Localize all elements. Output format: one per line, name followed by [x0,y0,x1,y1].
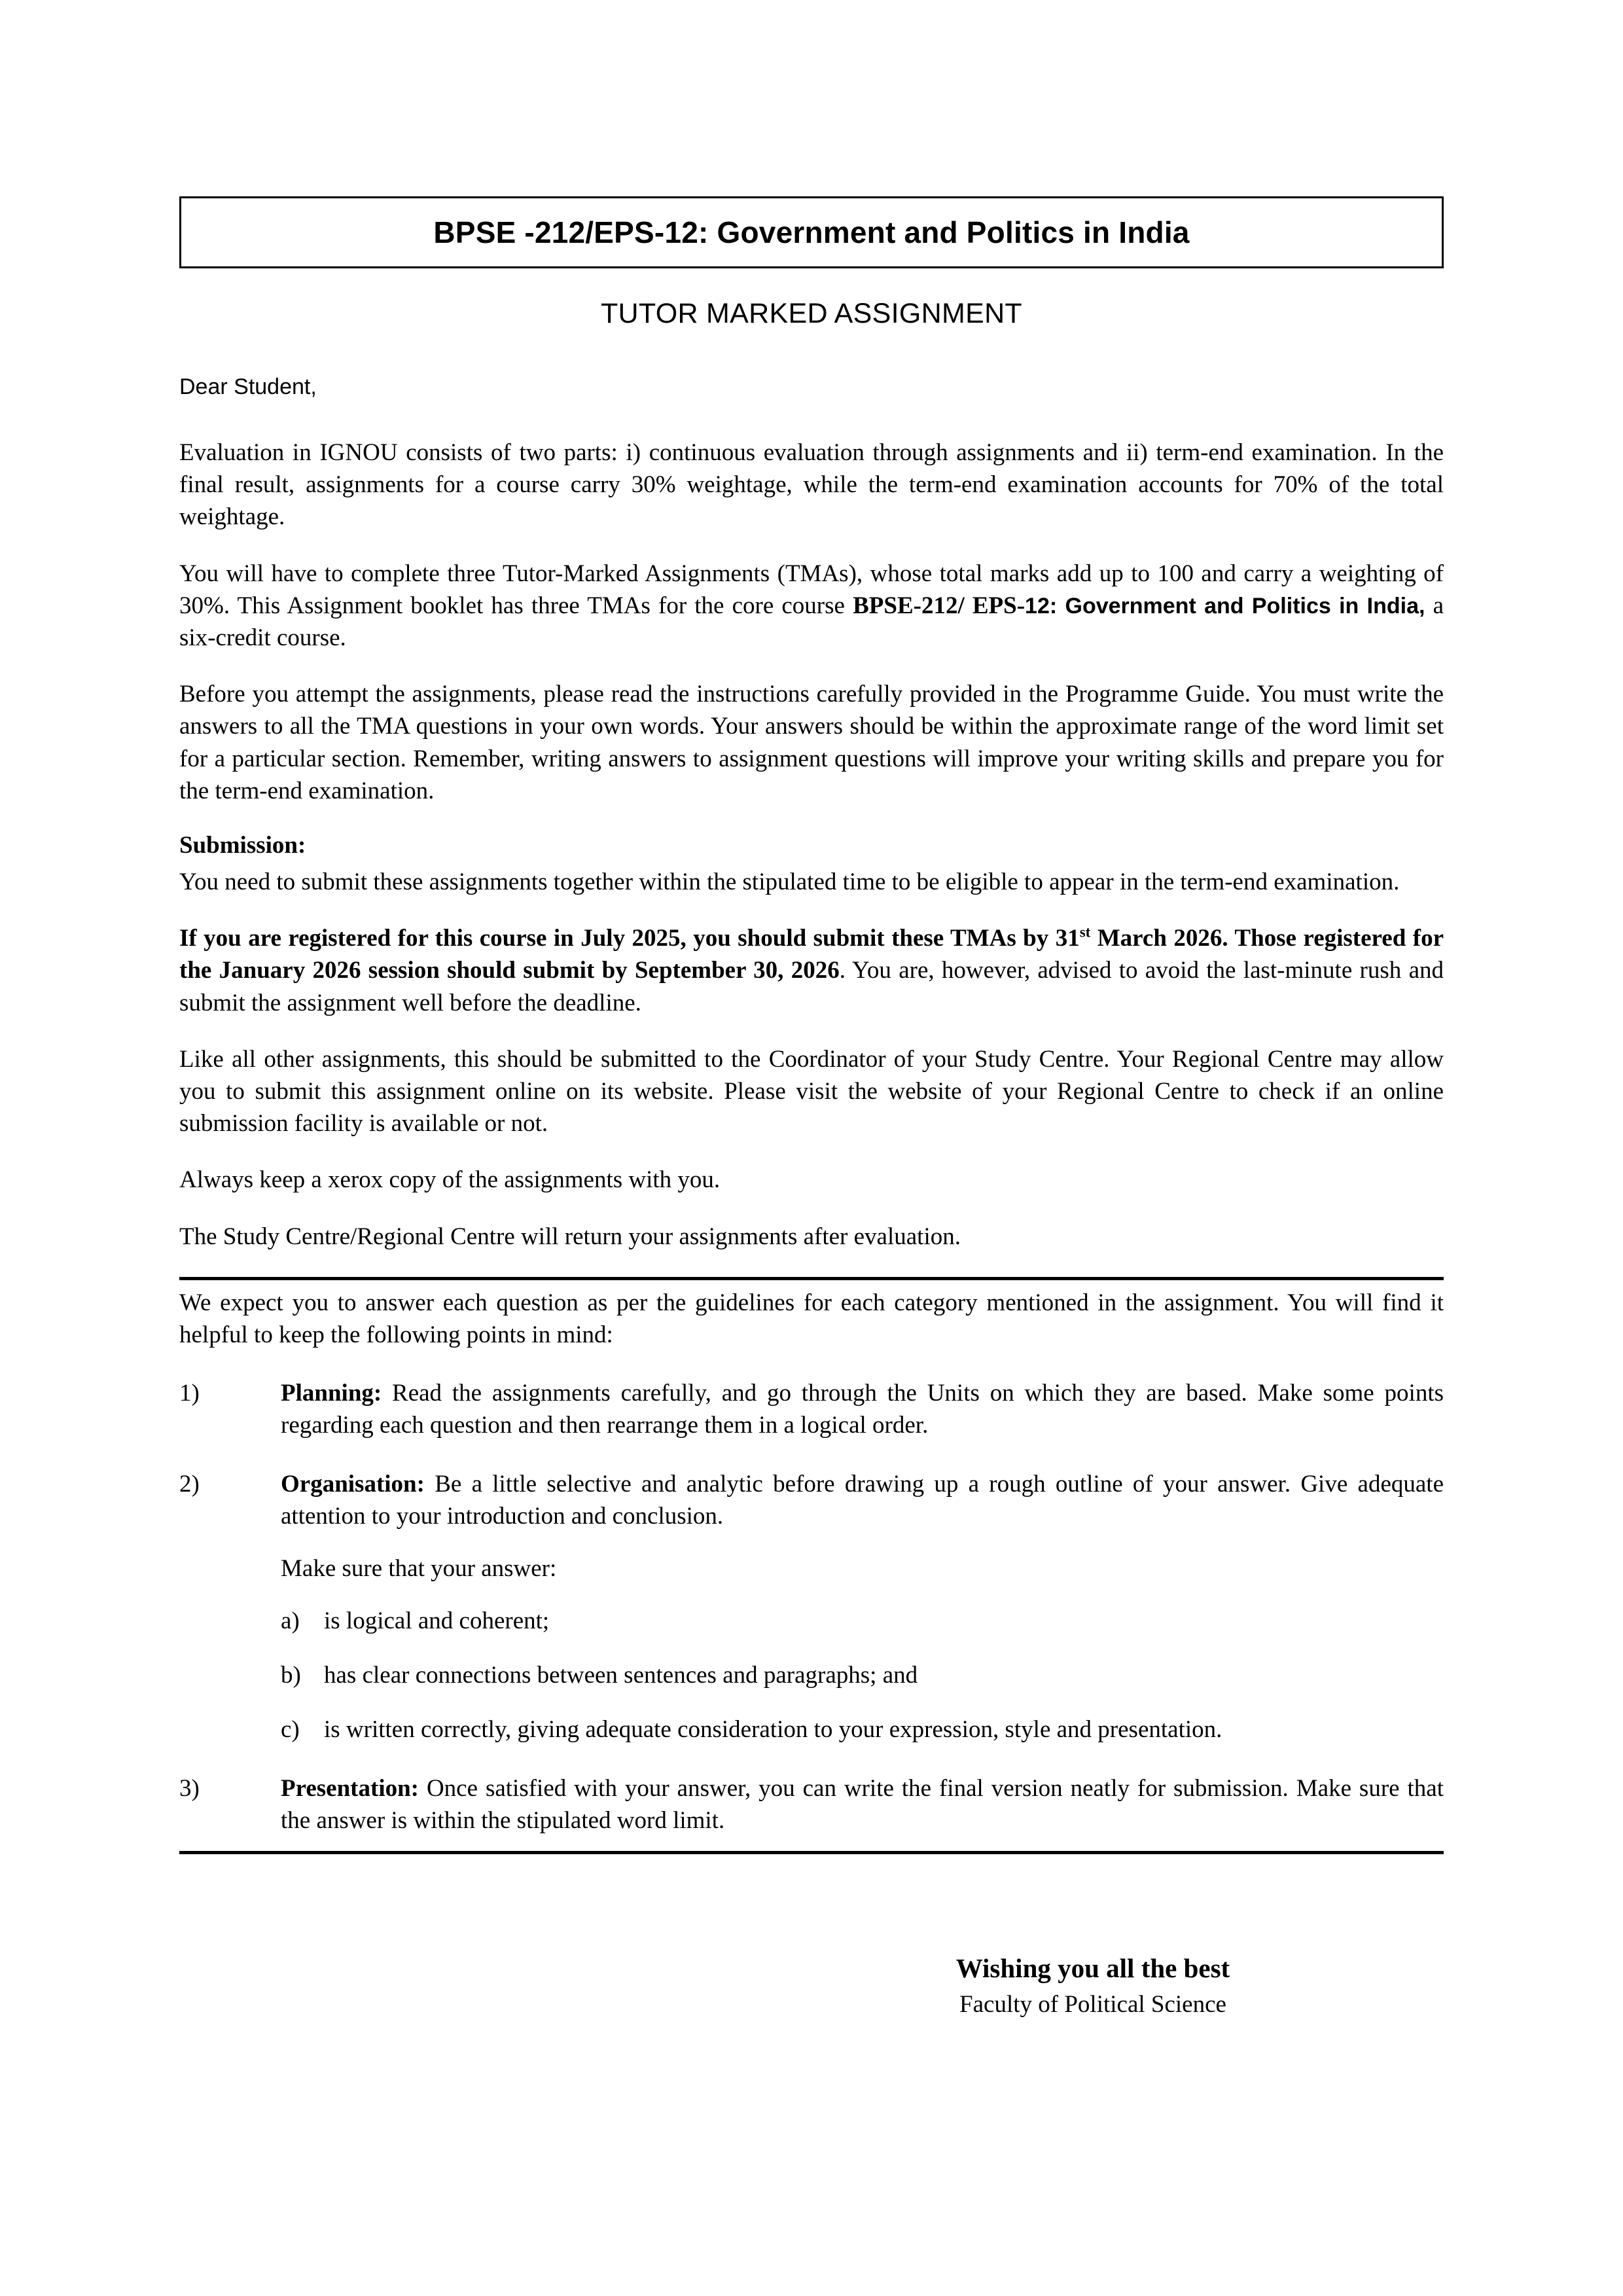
divider-bottom [179,1851,1444,1854]
guideline-marker: 3) [179,1774,200,1802]
guideline-item-organisation [179,1468,1444,1532]
guideline-body [281,1377,1444,1441]
guidelines-intro: We expect you to answer each question as per the guidelines for each category mentioned in the assignment. You will find it helpful to keep the following points in mind: [179,1289,1444,1349]
guideline-body [281,1772,1444,1837]
salutation: Dear Student, [179,374,317,399]
answer-checklist-item-b [281,1659,1444,1691]
guideline-marker: 2) [179,1470,200,1498]
answer-checklist-item-a [281,1605,1444,1637]
guideline-item-planning [179,1377,1444,1441]
guideline-text: Read the assignments carefully, and go through the Units on which they are based. Make some points regarding each question and then rearrange them in a logical order. [281,1380,1444,1439]
submission-paragraph-3: Always keep a xerox copy of the assignments with you. [179,1166,721,1194]
submission-paragraph-4: The Study Centre/Regional Centre will return your assignments after evaluation. [179,1223,961,1250]
deadline-text-2: March 2026. Those registered for the January 2026 session should submit by September 30, 2026 [179,925,1444,984]
answer-checklist-item-c [281,1713,1444,1746]
guideline-label: Presentation: [281,1774,419,1802]
checklist-marker: b) [281,1662,301,1689]
deadline-advice: . You are, however, advised to avoid the last-minute rush and submit the assignment well before the deadline. [179,957,1444,1016]
intro-p2-post: a six-credit course. [179,592,1444,652]
answer-checklist-intro: Make sure that your answer: [281,1555,557,1583]
intro-paragraph-2 [179,558,1444,655]
intro-paragraph-3: Before you attempt the assignments, please read the instructions carefully provided in the Programme Guide. You must write the answers to all the TMA questions in your own words. Your answers should be within the approximate range of the word limit set for a particular section. Remember, writing answers to assignment questions will improve your writing skills and prepare you for the term-end examination. [179,681,1444,804]
checklist-text: has clear connections between sentences and paragraphs; and [324,1662,918,1689]
checklist-marker: a) [281,1607,300,1635]
closing-wish: Wishing you all the best [955,1953,1230,1984]
intro-p2-course-name: 12: Government and Politics in India, [1025,593,1425,619]
divider-top [179,1277,1444,1280]
deadline-ordinal-suffix: st [1079,924,1091,941]
guideline-label: Organisation: [281,1470,425,1498]
document-content [179,196,1444,2018]
intro-paragraph-1: Evaluation in IGNOU consists of two parts: i) continuous evaluation through assignments and ii) term-end examination. In the final result, assignments for a course carry 30% weightage, while the term-end examination accounts for 70% of the total weightage. [179,439,1444,531]
intro-p2-course-code: BPSE-212/ EPS- [853,592,1026,619]
guideline-marker: 1) [179,1380,200,1407]
checklist-text: is written correctly, giving adequate consideration to your expression, style and presentation. [324,1716,1222,1744]
submission-paragraph-1: You need to submit these assignments together within the stipulated time to be eligible to appear in the term-end examination. [179,869,1400,896]
guideline-body [281,1468,1444,1532]
guideline-text: Be a little selective and analytic before drawing up a rough outline of your answer. Give adequate attention to your introduction and conclusion. [281,1470,1444,1530]
document-footer [179,1952,1444,2018]
guideline-text: Once satisfied with your answer, you can write the final version neatly for submission. Make sure that the answer is within the stipulated word limit. [281,1774,1444,1834]
submission-deadline-paragraph [179,922,1444,1019]
submission-heading: Submission: [179,832,306,859]
guideline-label: Planning: [281,1380,382,1407]
document-type-heading: TUTOR MARKED ASSIGNMENT [600,298,1022,329]
checklist-text: is logical and coherent; [324,1607,550,1635]
checklist-marker: c) [281,1716,300,1744]
guideline-item-presentation [179,1772,1444,1837]
signature-faculty: Faculty of Political Science [959,1991,1226,2018]
course-title-box [179,196,1444,268]
submission-paragraph-2: Like all other assignments, this should be submitted to the Coordinator of your Study Centre. Your Regional Centre may allow you to submit this assignment online on its website. Please visit the website of your Regional Centre to check if an online submission facility is available or not. [179,1045,1444,1138]
intro-p2-pre: You will have to complete three Tutor-Marked Assignments (TMAs), whose total marks add up to 100 and carry a weighting of 30%. This Assignment booklet has three TMAs for the core course [179,560,1444,619]
deadline-text-1: If you are registered for this course in July 2025, you should submit these TMAs by 31 [179,925,1080,952]
course-title: BPSE -212/EPS-12: Government and Politics in India [433,215,1190,249]
